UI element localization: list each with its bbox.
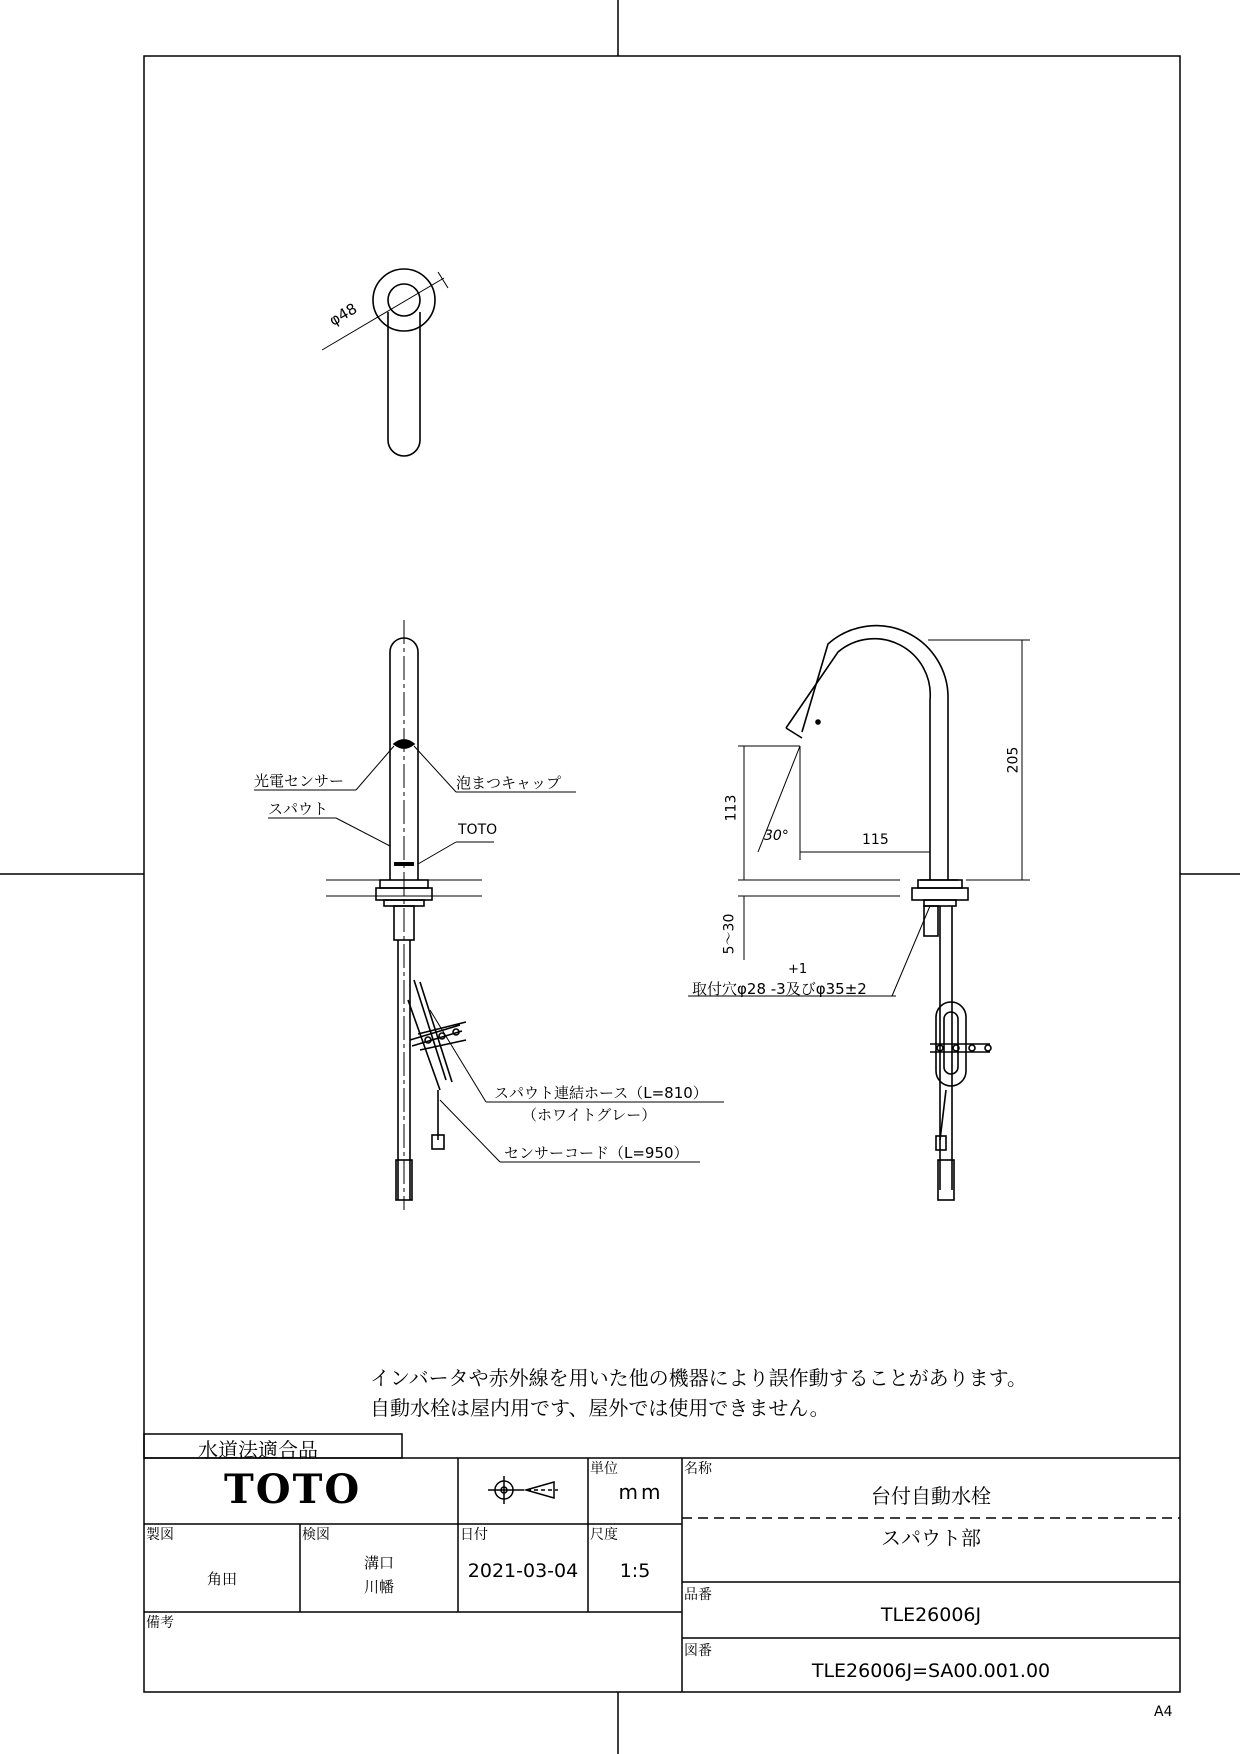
sheet-size: A4 [1154, 1704, 1173, 1720]
name-sub: スパウト部 [881, 1526, 981, 1550]
dim-hole-tolerance: +1 [788, 962, 808, 977]
drawing-no-value: TLE26006J=SA00.001.00 [811, 1660, 1051, 1682]
callout-cap: 泡まつキャップ [456, 774, 562, 792]
drawn-value: 角田 [206, 1570, 237, 1588]
side-view [786, 626, 991, 1200]
drawn-label: 製図 [146, 1527, 174, 1543]
checked-value-1: 溝口 [363, 1554, 394, 1572]
name-value: 台付自動水栓 [871, 1484, 991, 1508]
checked-value-2: 川幡 [363, 1578, 394, 1596]
dim-hole: 取付穴φ28 -3及びφ35±2 [692, 980, 867, 998]
callout-cord: センサーコード（L=950） [504, 1144, 689, 1162]
dim-115: 115 [862, 832, 889, 848]
remarks-label: 備考 [146, 1615, 174, 1631]
front-view [326, 620, 482, 1210]
callout-spout: スパウト [268, 800, 329, 818]
unit-value: mm [618, 1480, 664, 1504]
certification-label: 水道法適合品 [198, 1438, 318, 1462]
drawing-no-label: 図番 [684, 1643, 712, 1659]
dim-5-30: 5～30 [721, 913, 738, 955]
note-line-2: 自動水栓は屋内用です、屋外では使用できません。 [370, 1396, 830, 1420]
top-view [322, 269, 448, 456]
callout-hose-color: （ホワイトグレー） [522, 1106, 657, 1124]
projection-symbol-icon [488, 1476, 558, 1504]
name-label: 名称 [684, 1461, 712, 1477]
scale-value: 1:5 [619, 1560, 651, 1582]
callout-hose: スパウト連結ホース（L=810） [494, 1084, 708, 1102]
part-no-value: TLE26006J [880, 1604, 982, 1626]
unit-label: 単位 [590, 1461, 618, 1477]
callout-sensor: 光電センサー [254, 772, 345, 790]
dim-diameter: φ48 [326, 299, 361, 330]
dim-113: 113 [723, 794, 740, 822]
toto-logo: TOTO [224, 1466, 362, 1513]
date-value: 2021-03-04 [467, 1560, 579, 1582]
dim-205: 205 [1005, 746, 1022, 774]
date-label: 日付 [460, 1527, 488, 1543]
checked-label: 検図 [302, 1527, 330, 1543]
note-line-1: インバータや赤外線を用いた他の機器により誤作動することがあります。 [370, 1366, 1027, 1390]
scale-label: 尺度 [590, 1527, 618, 1543]
dim-angle: 30° [764, 828, 789, 844]
part-no-label: 品番 [684, 1587, 712, 1603]
callout-brand: TOTO [458, 822, 498, 838]
